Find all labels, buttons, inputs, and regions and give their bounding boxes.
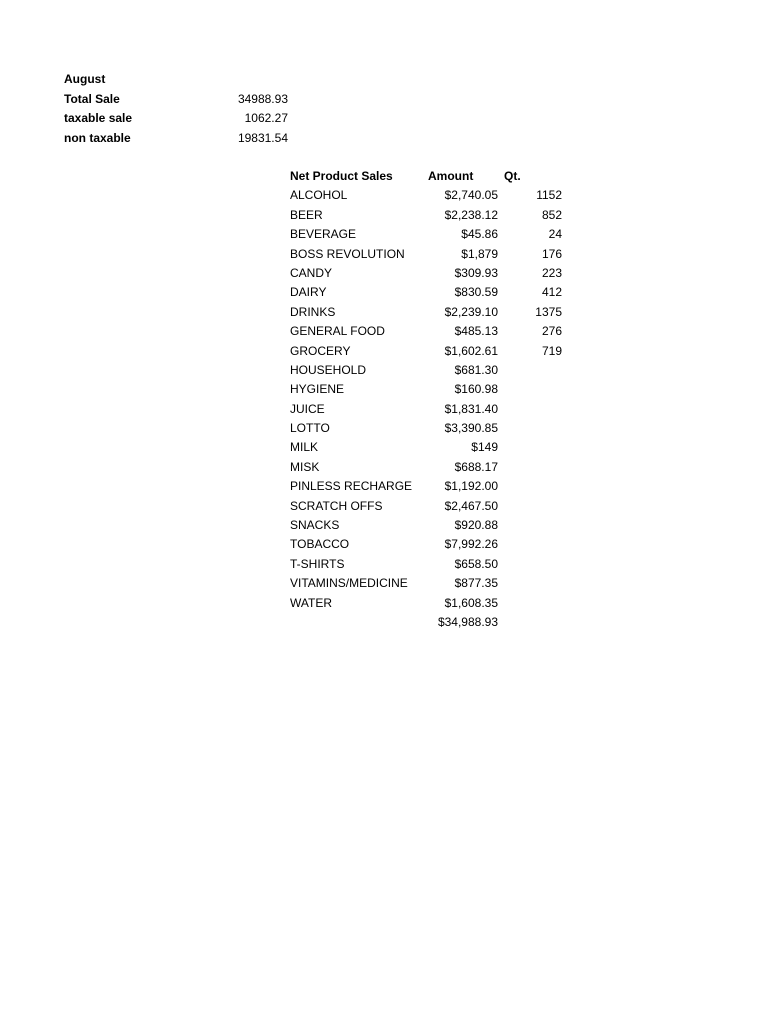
- product-name: CANDY: [290, 265, 333, 280]
- product-qty: 1375: [535, 304, 562, 319]
- product-amount: $3,390.85: [444, 421, 498, 436]
- product-amount: $1,608.35: [444, 595, 498, 610]
- product-qty: 223: [541, 265, 562, 280]
- product-name: LOTTO: [290, 421, 330, 436]
- header-product: Net Product Sales: [290, 169, 393, 183]
- product-amount: $1,879: [461, 246, 498, 261]
- table-row: [290, 419, 570, 438]
- summary-month-row: [64, 70, 290, 90]
- table-row: [290, 303, 570, 322]
- table-row: [290, 206, 570, 225]
- table-row: [290, 516, 570, 535]
- header-amount: Amount: [428, 169, 474, 183]
- product-qty: 852: [541, 207, 562, 222]
- product-name: MISK: [290, 459, 320, 474]
- product-amount: $877.35: [454, 576, 498, 591]
- product-qty: 1152: [536, 188, 562, 203]
- product-amount: $920.88: [454, 518, 498, 533]
- summary-block: [64, 70, 290, 148]
- product-name: SNACKS: [290, 518, 340, 533]
- product-name: VITAMINS/MEDICINE: [290, 576, 408, 591]
- product-amount: $45.86: [461, 227, 498, 242]
- table-row: [290, 574, 570, 593]
- product-name: HYGIENE: [290, 382, 345, 397]
- product-amount: $149: [471, 440, 498, 455]
- product-amount: $2,238.12: [444, 207, 498, 222]
- table-row: [290, 380, 570, 399]
- product-amount: $160.98: [454, 382, 498, 397]
- table-body: [290, 186, 570, 613]
- product-qty: 24: [548, 227, 562, 242]
- product-name: ALCOHOL: [290, 188, 348, 203]
- product-amount: $1,831.40: [444, 401, 498, 416]
- table-row: [290, 225, 570, 244]
- table-row: [290, 342, 570, 361]
- product-name: BEVERAGE: [290, 227, 357, 242]
- net-product-sales-table: [290, 167, 570, 632]
- summary-label: taxable sale: [64, 111, 133, 125]
- table-row: [290, 400, 570, 419]
- header-qty: Qt.: [504, 169, 521, 183]
- product-amount: $1,602.61: [444, 343, 498, 358]
- product-amount: $688.17: [454, 459, 498, 474]
- product-name: T-SHIRTS: [290, 556, 345, 571]
- product-name: JUICE: [290, 401, 325, 416]
- product-name: DRINKS: [290, 304, 336, 319]
- product-amount: $2,239.10: [444, 304, 498, 319]
- table-row: [290, 535, 570, 554]
- product-name: HOUSEHOLD: [290, 362, 367, 377]
- product-amount: $681.30: [454, 362, 498, 377]
- summary-label: non taxable: [64, 130, 131, 145]
- product-qty: 176: [541, 246, 562, 261]
- table-row: [290, 245, 570, 264]
- summary-value: 34988.93: [237, 91, 288, 106]
- product-amount: $2,740.05: [444, 188, 498, 203]
- summary-value: 1062.27: [244, 111, 288, 125]
- table-row: [290, 477, 570, 496]
- table-row: [290, 458, 570, 477]
- product-name: DAIRY: [290, 285, 327, 300]
- product-amount: $2,467.50: [444, 498, 498, 513]
- table-row: [290, 361, 570, 380]
- summary-label: Total Sale: [64, 91, 120, 106]
- summary-row-total-sale: [64, 90, 290, 110]
- table-row: [290, 264, 570, 283]
- product-name: WATER: [290, 595, 332, 610]
- product-name: MILK: [290, 440, 319, 455]
- product-name: BEER: [290, 207, 323, 222]
- summary-value: 19831.54: [237, 130, 288, 145]
- summary-row-non-taxable: [64, 129, 290, 149]
- product-name: GROCERY: [290, 343, 351, 358]
- table-row: [290, 283, 570, 302]
- product-amount: $7,992.26: [444, 537, 498, 552]
- product-amount: $485.13: [454, 324, 498, 339]
- product-qty: 412: [541, 285, 562, 300]
- table-header-row: [290, 167, 570, 186]
- product-name: TOBACCO: [290, 537, 350, 552]
- table-row: [290, 555, 570, 574]
- table-total-row: [290, 613, 570, 632]
- product-name: PINLESS RECHARGE: [290, 479, 413, 494]
- total-amount: $34,988.93: [437, 614, 498, 629]
- product-name: BOSS REVOLUTION: [290, 246, 405, 261]
- table-row: [290, 594, 570, 613]
- product-name: SCRATCH OFFS: [290, 498, 383, 513]
- product-qty: 276: [541, 324, 562, 339]
- product-amount: $309.93: [454, 265, 498, 280]
- table-row: [290, 497, 570, 516]
- month-label: August: [64, 72, 106, 86]
- product-amount: $830.59: [454, 285, 498, 300]
- table-row: [290, 186, 570, 205]
- table-row: [290, 438, 570, 457]
- product-amount: $658.50: [454, 556, 498, 571]
- product-name: GENERAL FOOD: [290, 324, 385, 339]
- summary-row-taxable-sale: [64, 109, 290, 129]
- table-row: [290, 322, 570, 341]
- product-amount: $1,192.00: [444, 479, 498, 494]
- product-qty: 719: [541, 343, 562, 358]
